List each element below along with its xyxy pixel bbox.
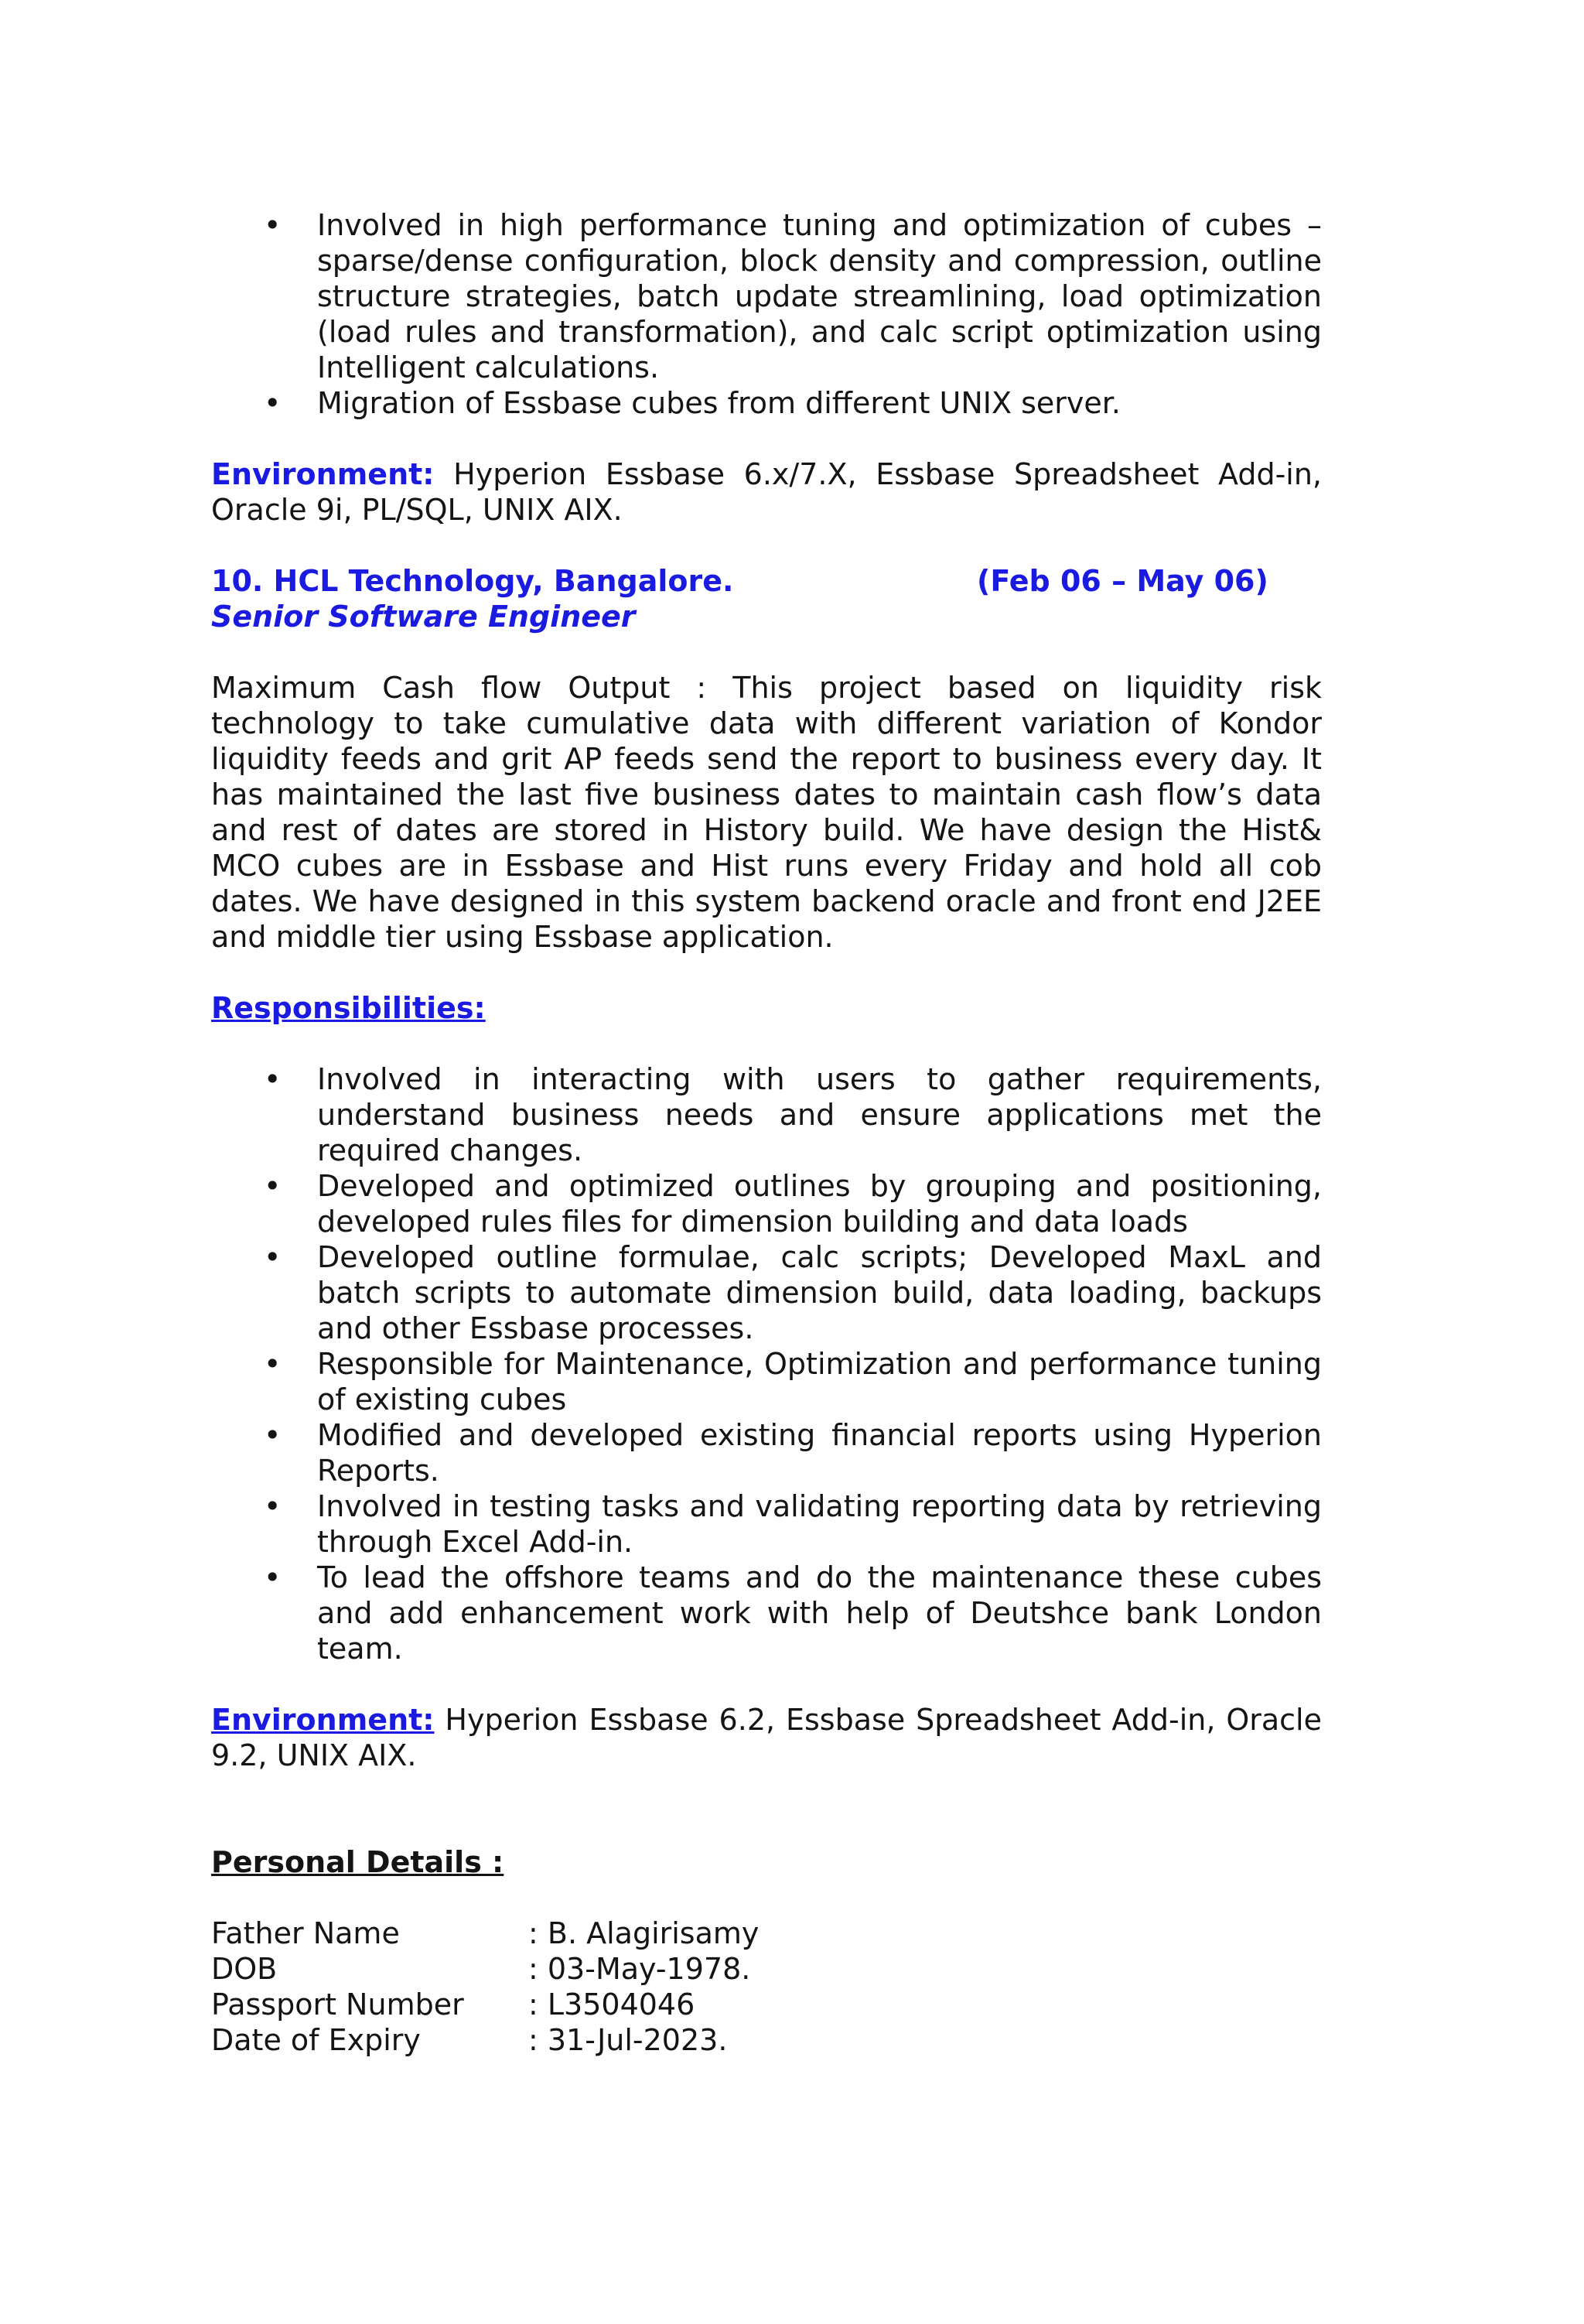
list-item bbox=[211, 1346, 1322, 1417]
bullet-text: Modified and developed existing financial reports using Hyperion Reports. bbox=[317, 1418, 1322, 1488]
job-company: 10. HCL Technology, Bangalore. bbox=[211, 564, 734, 598]
spacer bbox=[211, 1666, 1322, 1702]
bullet-text: Developed and optimized outlines by grouping and positioning, developed rules files for dimension building and data loads bbox=[317, 1169, 1322, 1239]
bullet-icon: • bbox=[264, 1489, 282, 1523]
detail-key: Father Name bbox=[211, 1916, 400, 1950]
detail-value: : B. Alagirisamy bbox=[528, 1916, 760, 1950]
list-item bbox=[211, 385, 1322, 421]
table-row bbox=[211, 1916, 759, 1951]
detail-value: : 03-May-1978. bbox=[528, 1952, 751, 1986]
job-role: Senior Software Engineer bbox=[211, 600, 636, 634]
list-item bbox=[211, 1168, 1322, 1239]
bullet-text: Involved in testing tasks and validating reporting data by retrieving through Excel Add-in. bbox=[317, 1489, 1322, 1559]
detail-value: : L3504046 bbox=[528, 1987, 695, 2022]
spacer bbox=[211, 1026, 1322, 1061]
table-row bbox=[211, 2022, 759, 2058]
list-item bbox=[211, 1417, 1322, 1488]
project-description: Maximum Cash flow Output : This project based on liquidity risk technology to take cumulative data with different variation of Kondor liquidity feeds and grit AP feeds send the report to business every day. It has maintained the last five business dates to maintain cash flow’s data and rest of dates are stored in History build. We have design the Hist& MCO cubes are in Essbase and Hist runs every Friday and hold all cob dates. We have designed in this system backend oracle and front end J2EE and middle tier using Essbase application. bbox=[211, 671, 1322, 954]
job-header bbox=[211, 563, 1322, 599]
spacer bbox=[211, 955, 1322, 990]
bullet-text: Developed outline formulae, calc scripts; Developed MaxL and batch scripts to automate dimension build, data loading, backups and other Essbase processes. bbox=[317, 1240, 1322, 1345]
spacer bbox=[211, 1880, 1322, 1916]
environment-paragraph-1 bbox=[211, 456, 1322, 528]
list-item bbox=[211, 207, 1322, 385]
bullet-icon: • bbox=[264, 1240, 282, 1274]
bullet-icon: • bbox=[264, 1418, 282, 1452]
spacer bbox=[211, 1773, 1322, 1844]
environment-label: Environment: bbox=[211, 457, 435, 491]
personal-details-heading: Personal Details : bbox=[211, 1845, 504, 1879]
list-item bbox=[211, 1560, 1322, 1666]
bullet-icon: • bbox=[264, 208, 282, 242]
table-row bbox=[211, 1951, 759, 1987]
spacer bbox=[211, 421, 1322, 456]
spacer bbox=[211, 634, 1322, 670]
bullet-icon: • bbox=[264, 1169, 282, 1203]
detail-key: Passport Number bbox=[211, 1987, 464, 2022]
list-item bbox=[211, 1239, 1322, 1346]
bullet-text: Migration of Essbase cubes from different UNIX server. bbox=[317, 386, 1121, 420]
list-item bbox=[211, 1488, 1322, 1560]
spacer bbox=[211, 528, 1322, 563]
personal-details-table bbox=[211, 1916, 759, 2058]
environment-text: Hyperion Essbase 6.2, Essbase Spreadsheet Add-in, Oracle 9.2, UNIX AIX. bbox=[211, 1703, 1322, 1772]
bullet-text: Responsible for Maintenance, Optimization and performance tuning of existing cubes bbox=[317, 1347, 1322, 1417]
detail-key: Date of Expiry bbox=[211, 2023, 421, 2057]
detail-key: DOB bbox=[211, 1952, 278, 1986]
environment-text: Hyperion Essbase 6.x/7.X, Essbase Spreadsheet Add-in, Oracle 9i, PL/SQL, UNIX AIX. bbox=[211, 457, 1322, 527]
bullet-icon: • bbox=[264, 1062, 282, 1096]
resume-page bbox=[211, 207, 1322, 2058]
table-row bbox=[211, 1987, 759, 2022]
top-bullet-list bbox=[211, 207, 1322, 421]
bullet-text: Involved in interacting with users to gather requirements, understand business needs and ensure applications met the required changes. bbox=[317, 1062, 1322, 1167]
detail-value: : 31-Jul-2023. bbox=[528, 2023, 728, 2057]
bullet-icon: • bbox=[264, 386, 282, 420]
job-dates: (Feb 06 – May 06) bbox=[977, 564, 1268, 598]
environment-paragraph-2 bbox=[211, 1702, 1322, 1773]
list-item bbox=[211, 1061, 1322, 1168]
bullet-icon: • bbox=[264, 1347, 282, 1381]
environment-label: Environment: bbox=[211, 1703, 435, 1737]
bullet-icon: • bbox=[264, 1560, 282, 1594]
responsibilities-list bbox=[211, 1061, 1322, 1666]
bullet-text: Involved in high performance tuning and optimization of cubes – sparse/dense configuration, block density and compression, outline structure strategies, batch update streamlining, load optimization (load rules and transformation), and calc script optimization using Intelligent calculations. bbox=[317, 208, 1322, 384]
responsibilities-heading: Responsibilities: bbox=[211, 991, 486, 1025]
bullet-text: To lead the offshore teams and do the maintenance these cubes and add enhancement work with help of Deutshce bank London team. bbox=[317, 1560, 1322, 1666]
